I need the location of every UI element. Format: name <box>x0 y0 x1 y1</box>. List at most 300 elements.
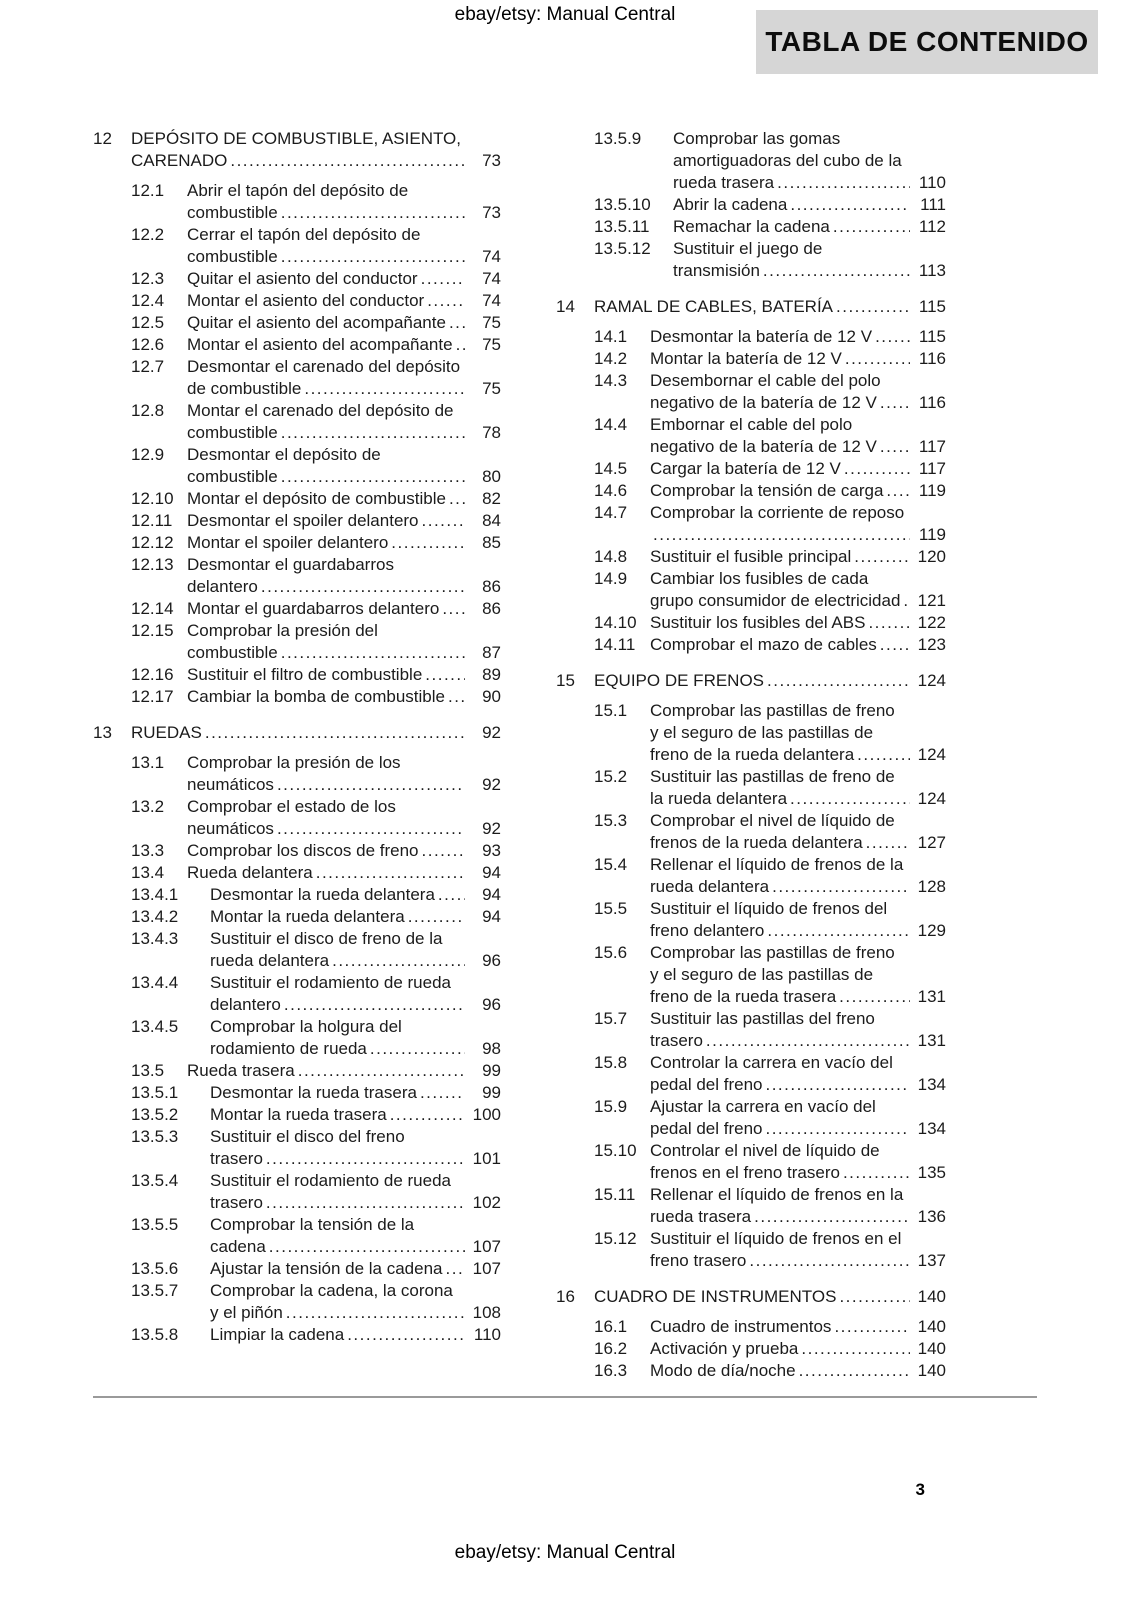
entry-number: 15.8 <box>594 1053 628 1072</box>
toc-entry <box>556 1338 946 1360</box>
entry-page-ref: 117 <box>918 437 946 456</box>
entry-title-text: Comprobar la cadena, la corona y el piñón <box>210 1281 453 1322</box>
entry-title-text: Montar el asiento del conductor <box>187 291 425 310</box>
entry-title <box>650 810 910 854</box>
entry-number: 12.14 <box>131 599 174 618</box>
entry-page-ref: 124 <box>917 745 946 764</box>
entry-number: 13.4.1 <box>131 885 179 904</box>
toc-entry <box>556 1184 946 1228</box>
entry-page-ref: 99 <box>482 1061 501 1080</box>
entry-page-ref: 134 <box>917 1119 946 1138</box>
entry-title-text: RAMAL DE CABLES, BATERÍA <box>594 297 834 316</box>
entry-page-ref: 74 <box>482 247 501 266</box>
toc-entry <box>556 128 946 194</box>
entry-title-text: Rellenar el líquido de frenos en la rueda trasera <box>650 1185 904 1226</box>
toc-entry <box>556 414 946 458</box>
toc-entry <box>93 620 501 664</box>
entry-number: 13.5 <box>131 1061 165 1080</box>
toc-column <box>93 128 501 1382</box>
entry-page-ref: 115 <box>918 327 946 346</box>
toc-entry <box>93 444 501 488</box>
entry-title-text: Sustituir el filtro de combustible <box>187 665 423 684</box>
toc-entry <box>93 796 501 840</box>
toc-entry <box>93 1082 501 1104</box>
entry-title-text: Sustituir el líquido de frenos del freno delantero <box>650 899 888 940</box>
entry-number: 12.7 <box>131 357 165 376</box>
entry-title <box>210 1082 465 1104</box>
toc-entry <box>556 612 946 634</box>
entry-title <box>187 840 465 862</box>
toc-entry <box>93 1170 501 1214</box>
entry-page-ref: 131 <box>917 987 946 1006</box>
toc-entry <box>93 290 501 312</box>
toc-entry <box>556 568 946 612</box>
entry-page-ref: 128 <box>917 877 946 896</box>
entry-number: 12.12 <box>131 533 174 552</box>
toc-entry <box>556 1140 946 1184</box>
entry-title <box>650 1360 910 1382</box>
entry-title-text: Montar el carenado del depósito de combustible <box>187 401 454 442</box>
entry-title <box>187 510 465 532</box>
entry-number: 13.4.4 <box>131 973 179 992</box>
toc-chapter-entry <box>556 1286 946 1308</box>
entry-title <box>650 480 910 502</box>
entry-number: 15.5 <box>594 899 628 918</box>
entry-page-ref: 131 <box>917 1031 946 1050</box>
entry-page-ref: 96 <box>482 951 501 970</box>
toc-entry <box>93 1280 501 1324</box>
entry-number: 13.5.6 <box>131 1259 179 1278</box>
toc-entry <box>556 1360 946 1382</box>
toc-entry <box>93 840 501 862</box>
entry-title-text: Limpiar la cadena <box>210 1325 345 1344</box>
entry-number: 13.1 <box>131 753 165 772</box>
entry-page-ref: 110 <box>918 173 946 192</box>
toc-entry <box>93 268 501 290</box>
entry-page-ref: 75 <box>482 313 501 332</box>
toc-entry <box>93 180 501 224</box>
entry-page-ref: 113 <box>918 261 946 280</box>
entry-title <box>650 1228 910 1272</box>
entry-title-text: Montar la rueda delantera <box>210 907 405 926</box>
entry-page-ref: 86 <box>482 599 501 618</box>
entry-number: 15.12 <box>594 1229 637 1248</box>
toc-column <box>556 128 946 1382</box>
entry-page-ref: 75 <box>482 379 501 398</box>
entry-number: 14.9 <box>594 569 628 588</box>
toc-entry <box>93 664 501 686</box>
entry-title-text: Controlar la carrera en vacío del pedal del freno <box>650 1053 893 1094</box>
entry-page-ref: 140 <box>917 1317 946 1336</box>
entry-page-ref: 82 <box>482 489 501 508</box>
entry-title-text: Controlar el nivel de líquido de frenos en el freno trasero <box>650 1141 880 1182</box>
entry-number: 13.4.5 <box>131 1017 179 1036</box>
entry-title <box>187 268 465 290</box>
entry-page-ref: 108 <box>472 1303 501 1322</box>
entry-title-text: Remachar la cadena <box>673 217 830 236</box>
entry-title <box>650 634 910 656</box>
entry-title <box>210 1214 465 1258</box>
toc-entry <box>93 224 501 268</box>
entry-number: 13.4.3 <box>131 929 179 948</box>
entry-page-ref: 107 <box>472 1259 501 1278</box>
entry-title <box>650 1052 910 1096</box>
entry-title <box>650 546 910 568</box>
entry-title <box>187 752 465 796</box>
toc-entry <box>556 216 946 238</box>
entry-title <box>187 554 465 598</box>
entry-number: 13 <box>93 723 112 742</box>
entry-page-ref: 134 <box>917 1075 946 1094</box>
entry-title-text: Sustituir el disco de freno de la rueda delantera <box>210 929 443 970</box>
entry-title <box>650 1096 910 1140</box>
entry-page-ref: 99 <box>482 1083 501 1102</box>
entry-title-text: Comprobar la holgura del rodamiento de rueda <box>210 1017 402 1058</box>
entry-page-ref: 115 <box>918 297 946 316</box>
entry-title-text: Comprobar la presión de los neumáticos <box>187 753 401 794</box>
entry-page-ref: 73 <box>482 203 501 222</box>
entry-page-ref: 96 <box>482 995 501 1014</box>
entry-title-text: Ajustar la carrera en vacío del pedal del freno <box>650 1097 876 1138</box>
entry-page-ref: 124 <box>917 671 946 690</box>
entry-number: 14.11 <box>594 635 636 654</box>
entry-page-ref: 140 <box>917 1339 946 1358</box>
toc-entry <box>93 884 501 906</box>
toc-entry <box>93 334 501 356</box>
entry-title <box>187 686 465 708</box>
entry-title <box>650 1184 910 1228</box>
entry-page-ref: 137 <box>917 1251 946 1270</box>
entry-page-ref: 101 <box>472 1149 501 1168</box>
entry-title-text: Desmontar el spoiler delantero <box>187 511 419 530</box>
entry-page-ref: 120 <box>917 547 946 566</box>
toc-entry <box>556 1316 946 1338</box>
entry-title <box>187 312 465 334</box>
entry-title-text: Cambiar la bomba de combustible <box>187 687 445 706</box>
entry-title-text: Montar la rueda trasera <box>210 1105 387 1124</box>
entry-title <box>187 796 465 840</box>
entry-title <box>210 1258 465 1280</box>
entry-number: 13.5.10 <box>594 195 651 214</box>
entry-title <box>131 722 465 744</box>
entry-page-ref: 135 <box>917 1163 946 1182</box>
toc-chapter-entry <box>93 722 501 744</box>
entry-number: 13.5.3 <box>131 1127 179 1146</box>
footer-divider <box>93 1396 1037 1398</box>
entry-page-ref: 123 <box>917 635 946 654</box>
toc-entry <box>93 862 501 884</box>
entry-title-text: DEPÓSITO DE COMBUSTIBLE, ASIENTO, CARENADO <box>131 129 462 170</box>
entry-title-text: Modo de día/noche <box>650 1361 796 1380</box>
entry-page-ref: 94 <box>482 907 501 926</box>
toc-entry <box>93 686 501 708</box>
entry-number: 15.3 <box>594 811 628 830</box>
entry-page-ref: 119 <box>918 481 946 500</box>
toc-chapter-entry <box>93 128 501 172</box>
toc-entry <box>556 1228 946 1272</box>
entry-title <box>650 414 910 458</box>
entry-title-text: Comprobar la tensión de carga <box>650 481 884 500</box>
toc-entry <box>556 348 946 370</box>
entry-title <box>210 928 465 972</box>
entry-page-ref: 92 <box>482 819 501 838</box>
entry-title-text: Sustituir las pastillas de freno de la rueda delantera <box>650 767 895 808</box>
entry-number: 13.5.5 <box>131 1215 179 1234</box>
entry-page-ref: 110 <box>473 1325 501 1344</box>
entry-title-text: Desmontar la rueda trasera <box>210 1083 417 1102</box>
entry-title-text: Rueda delantera <box>187 863 313 882</box>
entry-page-ref: 112 <box>918 217 946 236</box>
toc-entry <box>93 312 501 334</box>
page-number: 3 <box>915 1480 925 1499</box>
entry-title <box>210 884 465 906</box>
entry-title-text: Rellenar el líquido de frenos de la rueda delantera <box>650 855 904 896</box>
entry-title <box>210 1324 465 1346</box>
entry-title-text: Cambiar los fusibles de cada grupo consumidor de electricidad <box>650 569 901 610</box>
footer-watermark: ebay/etsy: Manual Central <box>454 1542 676 1563</box>
entry-title <box>650 854 910 898</box>
entry-title <box>650 942 910 1008</box>
toc-entry <box>93 1126 501 1170</box>
entry-number: 14.1 <box>594 327 628 346</box>
toc-entry <box>556 370 946 414</box>
entry-number: 13.5.8 <box>131 1325 179 1344</box>
toc-body <box>93 128 946 1382</box>
entry-title-text: EQUIPO DE FRENOS <box>594 671 765 690</box>
entry-title <box>650 898 910 942</box>
entry-title-text: Ajustar la tensión de la cadena <box>210 1259 443 1278</box>
entry-number: 13.4 <box>131 863 165 882</box>
entry-number: 13.5.2 <box>131 1105 179 1124</box>
entry-number: 13.5.9 <box>594 129 642 148</box>
toc-entry <box>93 356 501 400</box>
entry-title <box>187 598 465 620</box>
entry-title <box>650 326 910 348</box>
entry-page-ref: 100 <box>472 1105 501 1124</box>
entry-title-text: Desmontar la batería de 12 V <box>650 327 873 346</box>
entry-number: 12.13 <box>131 555 174 574</box>
toc-title-banner <box>756 10 1098 74</box>
entry-title-text: Abrir la cadena <box>673 195 788 214</box>
entry-number: 13.2 <box>131 797 165 816</box>
entry-title <box>650 568 910 612</box>
entry-page-ref: 124 <box>917 789 946 808</box>
entry-page-ref: 119 <box>918 525 946 544</box>
entry-number: 14.6 <box>594 481 628 500</box>
entry-title-text: Rueda trasera <box>187 1061 295 1080</box>
entry-number: 15 <box>556 671 575 690</box>
entry-page-ref: 140 <box>917 1287 946 1306</box>
toc-entry <box>556 502 946 546</box>
entry-title <box>187 488 465 510</box>
entry-title <box>210 1280 465 1324</box>
entry-number: 12.1 <box>131 181 165 200</box>
entry-page-ref: 85 <box>482 533 501 552</box>
entry-title <box>650 612 910 634</box>
entry-title <box>650 1316 910 1338</box>
entry-title <box>187 862 465 884</box>
entry-title <box>187 1060 465 1082</box>
entry-title <box>187 356 465 400</box>
entry-title-text: Comprobar la presión del combustible <box>187 621 378 662</box>
entry-title-text: Cargar la batería de 12 V <box>650 459 841 478</box>
entry-title <box>131 128 465 172</box>
entry-page-ref: 74 <box>482 291 501 310</box>
entry-title-text: Desmontar el guardabarros delantero <box>187 555 394 596</box>
entry-number: 12.5 <box>131 313 165 332</box>
toc-entry <box>556 1096 946 1140</box>
toc-entry <box>556 238 946 282</box>
entry-number: 14.5 <box>594 459 628 478</box>
toc-entry <box>556 546 946 568</box>
entry-number: 13.5.7 <box>131 1281 179 1300</box>
entry-title <box>650 458 910 480</box>
entry-title-text: Sustituir el fusible principal <box>650 547 852 566</box>
page-title: TABLA DE CONTENIDO <box>765 26 1089 57</box>
entry-page-ref: 107 <box>472 1237 501 1256</box>
entry-page-ref: 111 <box>920 195 946 214</box>
entry-title-text: Desmontar la rueda delantera <box>210 885 435 904</box>
entry-title-text: Abrir el tapón del depósito de combustible <box>187 181 409 222</box>
entry-title-text: Montar el asiento del acompañante <box>187 335 453 354</box>
entry-number: 13.5.11 <box>594 217 650 236</box>
entry-number: 13.5.1 <box>131 1083 179 1102</box>
toc-entry <box>93 906 501 928</box>
toc-entry <box>93 1324 501 1346</box>
entry-number: 14.10 <box>594 613 637 632</box>
entry-number: 14 <box>556 297 575 316</box>
toc-entry <box>556 1052 946 1096</box>
entry-title <box>673 216 910 238</box>
entry-title <box>210 1016 465 1060</box>
entry-number: 12.8 <box>131 401 165 420</box>
entry-title-text: CUADRO DE INSTRUMENTOS <box>594 1287 837 1306</box>
entry-title-text: Sustituir los fusibles del ABS <box>650 613 866 632</box>
entry-title-text: Desmontar el carenado del depósito de combustible <box>187 357 461 398</box>
entry-title-text: Comprobar la corriente de reposo <box>650 503 905 522</box>
entry-page-ref: 92 <box>482 723 501 742</box>
toc-entry <box>93 972 501 1016</box>
entry-title <box>650 700 910 766</box>
entry-title-text: Comprobar los discos de freno <box>187 841 419 860</box>
entry-page-ref: 73 <box>482 151 501 170</box>
toc-entry <box>93 1258 501 1280</box>
entry-title <box>210 1170 465 1214</box>
entry-title-text: Quitar el asiento del conductor <box>187 269 418 288</box>
toc-entry <box>556 326 946 348</box>
entry-title-text: Sustituir el disco del freno trasero <box>210 1127 405 1168</box>
entry-number: 15.7 <box>594 1009 628 1028</box>
entry-number: 15.6 <box>594 943 628 962</box>
toc-entry <box>556 898 946 942</box>
entry-title-text: Cuadro de instrumentos <box>650 1317 832 1336</box>
entry-number: 13.4.2 <box>131 907 179 926</box>
entry-title-text: Comprobar el mazo de cables <box>650 635 877 654</box>
entry-title <box>210 1104 465 1126</box>
toc-entry <box>93 752 501 796</box>
toc-entry <box>556 480 946 502</box>
entry-title-text: Sustituir las pastillas del freno trasero <box>650 1009 875 1050</box>
entry-title <box>594 1286 910 1308</box>
toc-entry <box>556 1008 946 1052</box>
entry-number: 14.7 <box>594 503 628 522</box>
entry-title <box>650 1008 910 1052</box>
entry-page-ref: 94 <box>482 885 501 904</box>
entry-page-ref: 98 <box>482 1039 501 1058</box>
entry-number: 13.5.12 <box>594 239 651 258</box>
entry-page-ref: 117 <box>918 459 946 478</box>
entry-number: 14.8 <box>594 547 628 566</box>
entry-title <box>187 532 465 554</box>
toc-entry <box>556 810 946 854</box>
entry-title <box>650 370 910 414</box>
entry-page-ref: 89 <box>482 665 501 684</box>
entry-title-text: Comprobar las pastillas de freno y el seguro de las pastillas de freno de la rueda delantera <box>650 701 895 764</box>
toc-entry <box>93 554 501 598</box>
toc-entry <box>556 942 946 1008</box>
entry-page-ref: 116 <box>918 393 946 412</box>
entry-page-ref: 93 <box>482 841 501 860</box>
entry-page-ref: 74 <box>482 269 501 288</box>
entry-number: 12.9 <box>131 445 165 464</box>
entry-page-ref: 136 <box>917 1207 946 1226</box>
entry-number: 15.4 <box>594 855 628 874</box>
toc-entry <box>556 458 946 480</box>
entry-title-text: Montar el spoiler delantero <box>187 533 389 552</box>
entry-title <box>673 238 910 282</box>
entry-number: 14.3 <box>594 371 628 390</box>
entry-title <box>187 290 465 312</box>
entry-title-text: Cerrar el tapón del depósito de combustible <box>187 225 421 266</box>
entry-page-ref: 84 <box>482 511 501 530</box>
toc-chapter-entry <box>556 296 946 318</box>
entry-number: 12.4 <box>131 291 165 310</box>
toc-entry <box>556 766 946 810</box>
entry-page-ref: 94 <box>482 863 501 882</box>
entry-title-text: Desembornar el cable del polo negativo de la batería de 12 V <box>650 371 881 412</box>
entry-title <box>187 180 465 224</box>
entry-title <box>187 444 465 488</box>
toc-chapter-entry <box>556 670 946 692</box>
entry-title-text: Comprobar el estado de los neumáticos <box>187 797 396 838</box>
entry-title <box>187 664 465 686</box>
entry-title-text: Comprobar la tensión de la cadena <box>210 1215 415 1256</box>
entry-number: 14.4 <box>594 415 628 434</box>
entry-title <box>594 670 910 692</box>
entry-number: 16 <box>556 1287 575 1306</box>
entry-title <box>187 224 465 268</box>
toc-entry <box>93 1214 501 1258</box>
entry-title-text: Sustituir el juego de transmisión <box>673 239 823 280</box>
entry-title <box>210 906 465 928</box>
entry-title <box>673 194 910 216</box>
entry-number: 12.15 <box>131 621 174 640</box>
entry-title <box>673 128 910 194</box>
header-watermark: ebay/etsy: Manual Central <box>454 4 676 25</box>
entry-number: 12.6 <box>131 335 165 354</box>
entry-number: 12.11 <box>131 511 173 530</box>
toc-entry <box>556 194 946 216</box>
entry-title-text: Activación y prueba <box>650 1339 799 1358</box>
entry-number: 15.10 <box>594 1141 637 1160</box>
entry-number: 12 <box>93 129 112 148</box>
entry-page-ref: 86 <box>482 577 501 596</box>
entry-page-ref: 129 <box>917 921 946 940</box>
entry-title <box>187 620 465 664</box>
entry-title <box>650 1338 910 1360</box>
entry-title-text: Montar el depósito de combustible <box>187 489 446 508</box>
entry-page-ref: 140 <box>917 1361 946 1380</box>
